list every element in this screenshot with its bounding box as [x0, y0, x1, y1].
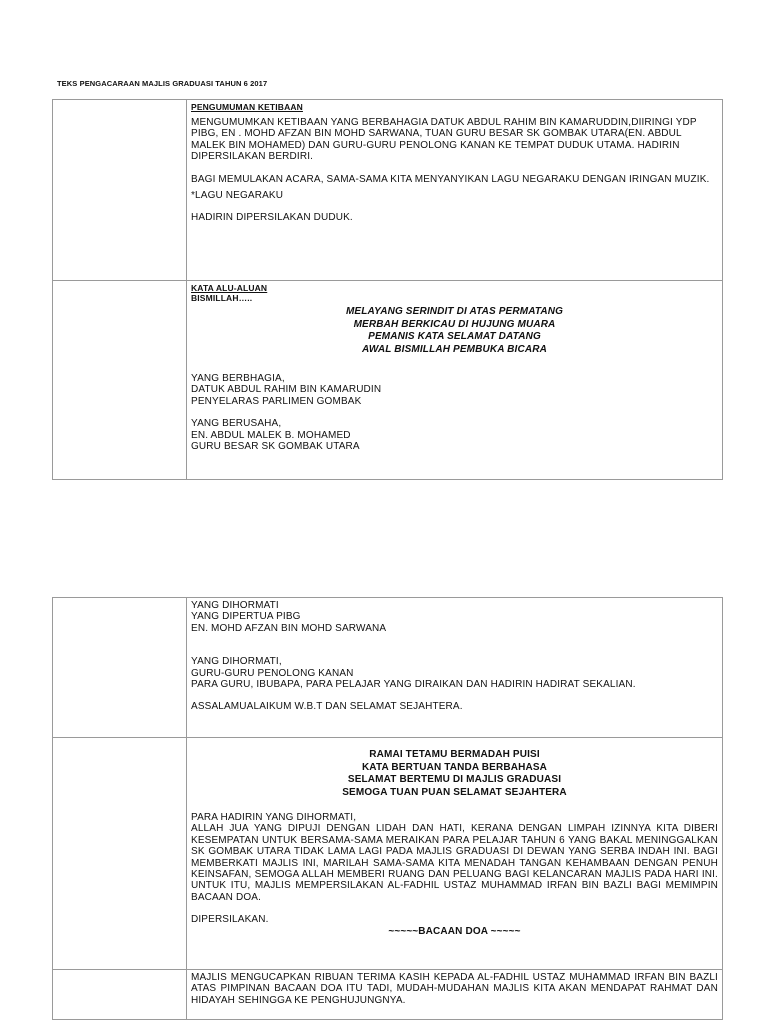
salam-text: ASSALAMUALAIKUM W.B.T DAN SELAMAT SEJAHTERA. [191, 701, 463, 713]
paragraph: BAGI MEMULAKAN ACARA, SAMA-SAMA KITA MENYANYIKAN LAGU NEGARAKU DENGAN IRINGAN MUZIK. [191, 173, 710, 185]
bacaan-doa-text: ~~~~~BACAAN DOA ~~~~~ [388, 925, 521, 937]
greeting-line: YANG DIPERTUA PIBG [191, 611, 301, 623]
role-cell [53, 281, 187, 480]
table-row [53, 281, 723, 480]
pantun-line: MELAYANG SERINDIT DI ATAS PERMATANG [345, 306, 564, 317]
section-heading: KATA ALU-ALUAN [191, 283, 268, 293]
paragraph: MENGUMUMKAN KETIBAAN YANG BERBAHAGIA DATUK ABDUL RAHIM BIN KAMARUDDIN,DIIRINGI YDP PIBG, EN . MOHD AFZAN BIN MOHD SARWANA, TUAN GURU BESAR SK GOMBAK UTARA(EN. ABDUL MALEK BIN MOHAMED) DAN GURU-GURU PENOLONG KANAN KE TEMPAT DUDUK UTAMA. HADIRIN DIPERSILAKAN BERDIRI. [191, 117, 697, 163]
script-table-page1 [52, 99, 723, 480]
pantun-line: RAMAI TETAMU BERMADAH PUISI [369, 749, 540, 760]
paragraph: ALLAH JUA YANG DIPUJI DENGAN LIDAH DAN HATI, KERANA DENGAN LIMPAH IZINNYA KITA DIBERI KESEMPATAN UNTUK BERSAMA-SAMA MERAIKAN PARA PELAJAR TAHUN 6 YANG BAKAL MENINGGALKAN SK GOMBAK UTARA TIDAK LAMA LAGI PADA MAJLIS GRADUASI DI DEWAN YANG SERBA INDAH INI. BAGI MEMBERKATI MAJLIS INI, MARILAH SAMA-SAMA KITA MENADAH TANGAN KEHAMBAAN DENGAN PENUH KEINSAFAN, SEMOGA ALLAH MEMBERI RUANG DAN PELUANG BAGI KELANCARAN MAJLIS PADA HARI INI. UNTUK ITU, MAJLIS MEMPERSILAKAN AL-FADHIL USTAZ MUHAMMAD IRFAN BIN BAZLI BAGI MEMIMPIN BACAAN DOA. [191, 823, 718, 903]
pantun-line: PEMANIS KATA SELAMAT DATANG [368, 331, 541, 342]
greeting-line: PARA GURU, IBUBAPA, PARA PELAJAR YANG DIRAIKAN DAN HADIRIN HADIRAT SEKALIAN. [191, 679, 636, 691]
table-row [53, 100, 723, 281]
pantun-line: AWAL BISMILLAH PEMBUKA BICARA [362, 343, 547, 355]
table-row [53, 738, 723, 970]
section-heading: PENGUMUMAN KETIBAAN [191, 102, 303, 112]
greeting-line: PENYELARAS PARLIMEN GOMBAK [191, 395, 362, 407]
table-row [53, 598, 723, 738]
greeting-line: EN. ABDUL MALEK B. MOHAMED [191, 429, 351, 441]
role-cell [53, 970, 187, 1020]
script-table-page2 [52, 597, 723, 1020]
content-cell [187, 100, 723, 281]
role-cell [53, 598, 187, 738]
greeting-line: GURU-GURU PENOLONG KANAN [191, 667, 354, 679]
bismillah-text: BISMILLAH….. [191, 293, 253, 303]
content-cell [187, 281, 723, 480]
greeting-line: YANG BERUSAHA, [191, 418, 282, 430]
content-cell [187, 598, 723, 738]
paragraph: MAJLIS MENGUCAPKAN RIBUAN TERIMA KASIH KEPADA AL-FADHIL USTAZ MUHAMMAD IRFAN BIN BAZLI ATAS PIMPINAN BACAAN DOA ITU TADI, MUDAH-MUDAHAN MAJLIS KITA AKAN MENDAPAT RAHMAT DAN HIDAYAH SEHINGGA KE PENGHUJUNGNYA. [191, 972, 718, 1006]
greeting-line: GURU BESAR SK GOMBAK UTARA [191, 441, 360, 453]
content-cell [187, 738, 723, 970]
dipersilakan-text: DIPERSILAKAN. [191, 914, 269, 926]
greeting-line: YANG DIHORMATI, [191, 656, 282, 668]
greeting-line: DATUK ABDUL RAHIM BIN KAMARUDIN [191, 384, 382, 396]
pantun-line: KATA BERTUAN TANDA BERBAHASA [361, 761, 548, 773]
document-title: TEKS PENGACARAAN MAJLIS GRADUASI TAHUN 6 2017 [57, 79, 268, 88]
greeting-line: YANG DIHORMATI [191, 600, 279, 611]
paragraph: *LAGU NEGARAKU [191, 190, 284, 202]
greeting-line: EN. MOHD AFZAN BIN MOHD SARWANA [191, 622, 387, 634]
address-text: PARA HADIRIN YANG DIHORMATI, [191, 812, 357, 823]
pantun-line: MERBAH BERKICAU DI HUJUNG MUARA [353, 318, 556, 330]
table-row [53, 970, 723, 1020]
content-cell [187, 970, 723, 1020]
role-cell [53, 738, 187, 970]
pantun-line: SEMOGA TUAN PUAN SELAMAT SEJAHTERA [342, 786, 567, 798]
greeting-line: YANG BERBHAGIA, [191, 373, 285, 384]
role-cell [53, 100, 187, 281]
paragraph: HADIRIN DIPERSILAKAN DUDUK. [191, 212, 353, 224]
pantun-line: SELAMAT BERTEMU DI MAJLIS GRADUASI [347, 774, 562, 785]
